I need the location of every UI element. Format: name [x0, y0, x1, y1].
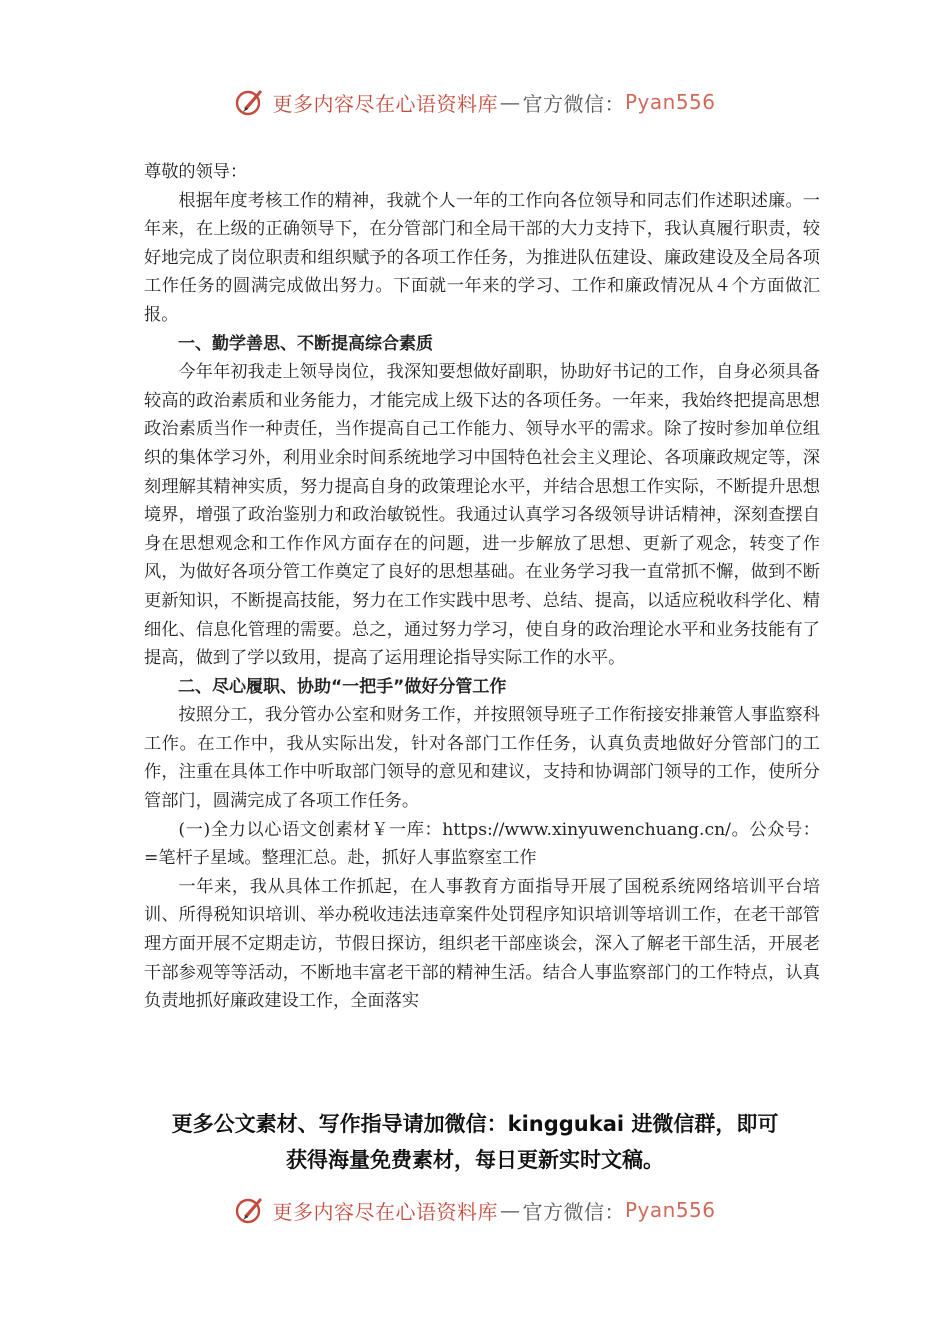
subsection-1-heading: (一)全力以心语文创素材￥一库：https://www.xinyuwenchuang.cn/。公众号：=笔杆子星域。整理汇总。赴，抓好人事监察室工作 [144, 819, 820, 869]
salutation: 尊敬的领导： [144, 162, 248, 182]
section-2-heading: 二、尽心履职、协助“一把手”做好分管工作 [178, 676, 507, 697]
footer-banner [0, 1190, 950, 1230]
header-banner [0, 82, 950, 122]
promo-notice [60, 1106, 890, 1178]
promo-line-2: 获得海量免费素材，每日更新实时文稿。 [286, 1148, 664, 1172]
banner-dash: — [499, 90, 521, 114]
quill-logo-icon [234, 86, 266, 118]
banner-dash: — [499, 1198, 521, 1222]
banner-sub-text: 官方微信： [522, 1199, 625, 1224]
banner-wechat-id: Pyan556 [624, 90, 716, 114]
promo-line-1: 更多公文素材、写作指导请加微信：kinggukai 进微信群，即可 [171, 1112, 779, 1136]
banner-main-text: 更多内容尽在心语资料库 [272, 1199, 498, 1224]
intro-paragraph: 根据年度考核工作的精神，我就个人一年的工作向各位领导和同志们作述职述廉。一年来，在上级的正确领导下，在分管部门和全局干部的大力支持下，我认真履行职责，较好地完成了岗位职责和组织赋予的各项工作任务，为推进队伍建设、廉政建设及全局各项工作任务的圆满完成做出努力。下面就一年来的学习、工作和廉政情况从４个方面做汇报。 [144, 190, 820, 325]
quill-logo-icon [234, 1194, 266, 1226]
banner-wechat-id: Pyan556 [624, 1198, 716, 1222]
section-1-paragraph: 今年年初我走上领导岗位，我深知要想做好副职，协助好书记的工作，自身必须具备较高的政治素质和业务能力，才能完成上级下达的各项任务。一年来，我始终把提高思想政治素质当作一种责任，当作提高自己工作能力、领导水平的需求。除了按时参加单位组织的集体学习外，利用业余时间系统地学习中国特色社会主义理论、各项廉政规定等，深刻理解其精神实质，努力提高自身的政策理论水平，并结合思想工作实际，不断提升思想境界，增强了政治鉴别力和政治敏锐性。我通过认真学习各级领导讲话精神，深刻查摆自身在思想观念和工作作风方面存在的问题，进一步解放了思想、更新了观念，转变了作风，为做好各项分管工作奠定了良好的思想基础。在业务学习我一直常抓不懈，做到不断更新知识，不断提高技能，努力在工作实践中思考、总结、提高，以适应税收科学化、精细化、信息化管理的需要。总之，通过努力学习，使自身的政治理论水平和业务技能有了提高，做到了学以致用，提高了运用理论指导实际工作的水平。 [144, 362, 820, 669]
document-body [144, 158, 820, 1016]
banner-sub-text: 官方微信： [522, 91, 625, 116]
section-2-paragraph: 按照分工，我分管办公室和财务工作，并按照领导班子工作衔接安排兼管人事监察科工作。在工作中，我从实际出发，针对各部门工作任务，认真负责地做好分管部门的工作，注重在具体工作中听取部门领导的意见和建议，支持和协调部门领导的工作，使所分管部门，圆满完成了各项工作任务。 [144, 705, 820, 812]
banner-main-text: 更多内容尽在心语资料库 [272, 91, 498, 116]
subsection-1-paragraph: 一年来，我从具体工作抓起，在人事教育方面指导开展了国税系统网络培训平台培训、所得税知识培训、举办税收违法违章案件处罚程序知识培训等培训工作，在老干部管理方面开展不定期走访，节假日探访，组织老干部座谈会，深入了解老干部生活，开展老干部参观等等活动，不断地丰富老干部的精神生活。结合人事监察部门的工作特点，认真负责地抓好廉政建设工作，全面落实 [144, 876, 820, 1012]
section-1-heading: 一、勤学善思、不断提高综合素质 [178, 333, 433, 354]
